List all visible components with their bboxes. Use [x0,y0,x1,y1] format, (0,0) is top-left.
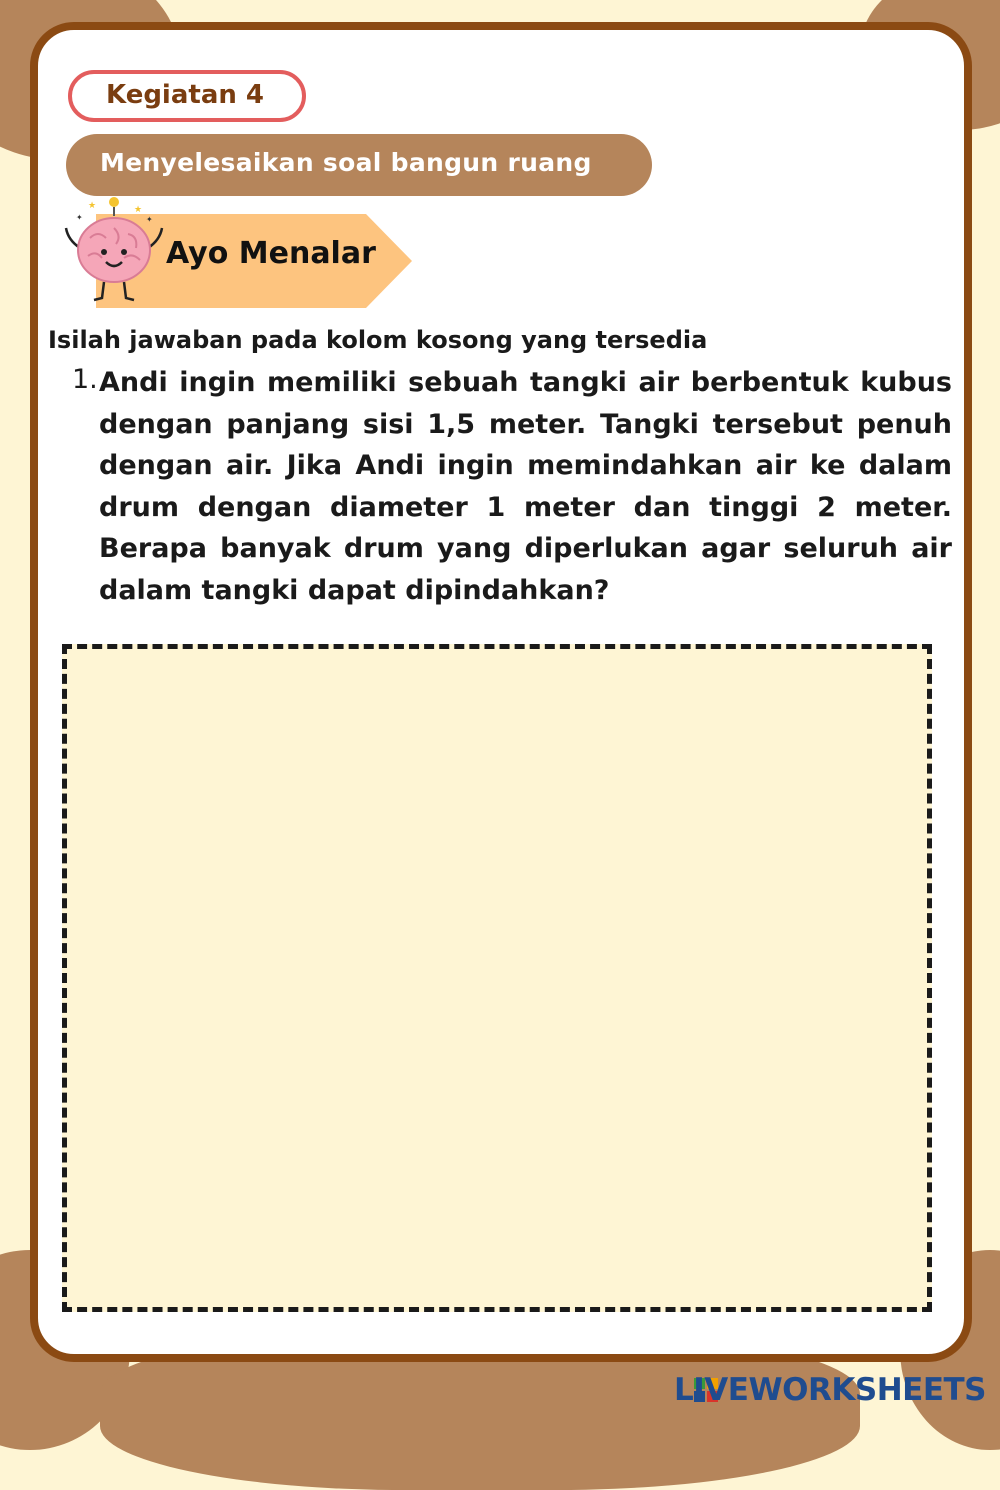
subtitle: Menyelesaikan soal bangun ruang [100,148,592,177]
instruction-text: Isilah jawaban pada kolom kosong yang tersedia [48,326,708,354]
subtitle-bar [66,134,652,196]
activity-label: Kegiatan 4 [106,80,265,110]
activity-label-pill [68,70,306,122]
question-number: 1. [72,364,98,395]
svg-text:✦: ✦ [146,215,153,224]
question-text: Andi ingin memiliki sebuah tangki air berbentuk kubus dengan panjang sisi 1,5 meter. Tangki tersebut penuh dengan air. Jika Andi ingin memindahkan air ke dalam drum dengan diameter 1 meter dan tinggi 2 meter. Berapa banyak drum yang diperlukan agar seluruh air dalam tangki dapat dipindahkan? [99,367,952,606]
svg-text:★: ★ [88,201,97,211]
svg-text:★: ★ [134,205,143,215]
brain-mascot-icon [58,194,170,306]
section-banner-title: Ayo Menalar [166,236,376,271]
svg-text:✦: ✦ [76,213,83,222]
answer-input-box[interactable] [62,644,932,1312]
footer-brand: LIVEWORKSHEETS [674,1372,986,1408]
